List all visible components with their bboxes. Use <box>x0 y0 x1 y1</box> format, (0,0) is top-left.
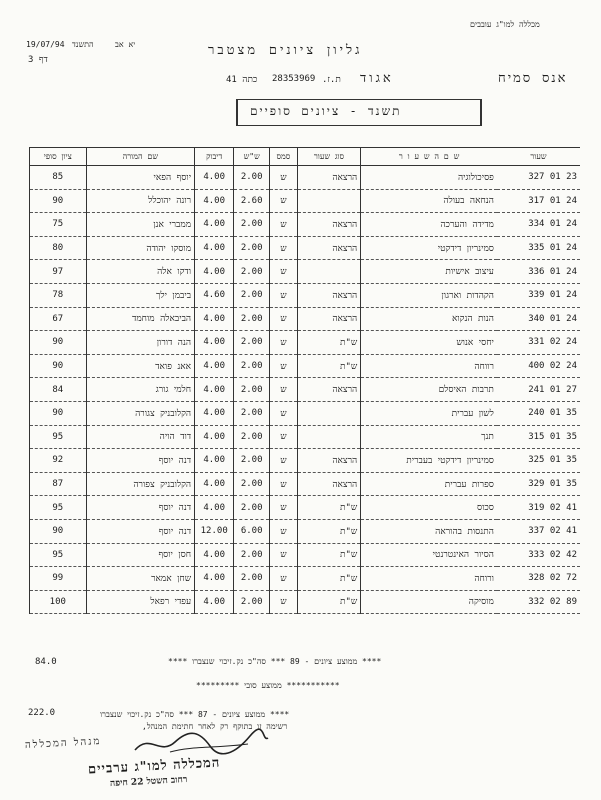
weekly-hours-cell: 2.00 <box>234 354 270 378</box>
col-header-type: סוג שעור <box>297 148 360 166</box>
lecturer-first-name: חסן <box>178 550 192 561</box>
table-row <box>30 519 581 543</box>
course-code-cell: 24 01 339 <box>497 283 580 307</box>
col-header-course: ש ם ה ש ע ו ר <box>361 148 497 166</box>
weekly-hours-cell: 2.00 <box>234 425 270 449</box>
course-name-cell: עיצוב אישיות <box>361 260 497 284</box>
credit-cell: 4.00 <box>195 260 234 284</box>
table-header-row <box>30 148 581 166</box>
course-name-cell: יחסי אנוש <box>361 331 497 355</box>
table-row <box>30 378 581 402</box>
credit-cell: 4.00 <box>195 166 234 190</box>
course-name-cell: תרבות האיסלם <box>361 378 497 402</box>
credit-cell: 4.00 <box>195 449 234 473</box>
final-grade-cell: 100 <box>30 590 87 614</box>
course-name-cell: הקהדות וארגון <box>361 283 497 307</box>
course-type-cell: ש"ת <box>297 543 360 567</box>
final-grade-cell: 90 <box>30 189 87 213</box>
weekly-hours-cell: 2.00 <box>234 496 270 520</box>
grades-table-body <box>30 166 581 614</box>
lecturer-cell <box>86 166 194 190</box>
stamp-college-name: המכללה למו"ג ערביים <box>87 755 221 778</box>
lecturer-first-name: הנה <box>177 337 192 348</box>
term-cell: ש <box>270 590 298 614</box>
course-type-cell: ש"ת <box>297 567 360 591</box>
final-grade-cell: 67 <box>30 307 87 331</box>
weekly-hours-cell: 2.00 <box>234 213 270 237</box>
lecturer-cell <box>86 378 194 402</box>
course-type-cell: ש"ת <box>297 519 360 543</box>
stamp-address: רחוב השטל 22 חיפה <box>109 774 188 790</box>
course-type-cell <box>297 425 360 449</box>
credit-cell: 4.60 <box>195 283 234 307</box>
lecturer-first-name: הקלובניק <box>160 479 192 490</box>
summary-line-3: **** ממוצע ציונים - 87 *** סה"כ נק.זיכוי שנצברו <box>100 710 290 719</box>
table-row <box>30 567 581 591</box>
lecturer-second-name: גורג <box>155 385 169 396</box>
course-code-cell: 42 02 333 <box>497 543 580 567</box>
final-grade-cell: 80 <box>30 236 87 260</box>
credit-cell: 4.00 <box>195 401 234 425</box>
course-type-cell <box>297 189 360 213</box>
course-type-cell: הרצאה <box>297 236 360 260</box>
lecturer-first-name: רונה <box>176 196 192 207</box>
class-label: כתה 41 <box>226 75 258 85</box>
lecturer-cell <box>86 236 194 260</box>
table-row <box>30 401 581 425</box>
course-code-cell: 41 02 337 <box>497 519 580 543</box>
print-date: 19/07/94 <box>26 40 65 49</box>
term-cell: ש <box>270 283 298 307</box>
term-cell: ש <box>270 401 298 425</box>
weekly-hours-cell: 2.00 <box>234 331 270 355</box>
course-name-cell: ורוחה <box>361 567 497 591</box>
lecturer-cell <box>86 260 194 284</box>
col-header-final-grade: ציון סופי <box>30 148 87 166</box>
lecturer-first-name: ודקו <box>177 267 192 278</box>
table-row <box>30 331 581 355</box>
lecturer-cell <box>86 283 194 307</box>
table-row <box>30 189 581 213</box>
credit-cell: 4.00 <box>195 378 234 402</box>
final-grade-cell: 97 <box>30 260 87 284</box>
lecturer-first-name: ביבמן <box>172 290 192 301</box>
col-header-term: סמס <box>270 148 298 166</box>
term-cell: ש <box>270 331 298 355</box>
lecturer-first-name: חלמי <box>173 385 192 396</box>
course-name-cell: רווחה <box>361 354 497 378</box>
credit-cell: 4.00 <box>195 472 234 496</box>
course-name-cell: סמינריון דידקטי <box>361 236 497 260</box>
signature-title: מנהל המכללה <box>24 736 102 751</box>
credit-cell: 4.00 <box>195 236 234 260</box>
term-cell: ש <box>270 519 298 543</box>
course-code-cell: 24 02 331 <box>497 331 580 355</box>
final-grade-cell: 99 <box>30 567 87 591</box>
credit-cell: 4.00 <box>195 567 234 591</box>
course-code-cell: 89 02 332 <box>497 590 580 614</box>
course-name-cell: סכוס <box>361 496 497 520</box>
college-name: מכללה למו"ג עובבים <box>470 20 540 29</box>
final-grade-cell: 90 <box>30 519 87 543</box>
lecturer-cell <box>86 567 194 591</box>
credit-cell: 4.00 <box>195 189 234 213</box>
course-type-cell: ש"ת <box>297 331 360 355</box>
course-type-cell: הרצאה <box>297 378 360 402</box>
table-row <box>30 543 581 567</box>
summary-value-3: 222.0 <box>28 708 56 718</box>
document-title: גליון ציונים מצטבר <box>208 43 363 58</box>
weekly-hours-cell: 2.00 <box>234 590 270 614</box>
lecturer-first-name: יוסף <box>176 172 192 183</box>
lecturer-cell <box>86 449 194 473</box>
course-type-cell <box>297 260 360 284</box>
credit-cell: 4.00 <box>195 331 234 355</box>
table-row <box>30 213 581 237</box>
course-name-cell: התנסות בהוראה <box>361 519 497 543</box>
lecturer-second-name: צגורה <box>135 408 155 419</box>
lecturer-first-name: הביבאלה <box>160 314 192 325</box>
course-code-cell: 24 01 334 <box>497 213 580 237</box>
weekly-hours-cell: 2.60 <box>234 189 270 213</box>
hebrew-year: התשנד <box>72 40 94 49</box>
table-row <box>30 283 581 307</box>
weekly-hours-cell: 2.00 <box>234 166 270 190</box>
lecturer-second-name: יהודה <box>146 243 166 254</box>
final-grade-cell: 78 <box>30 283 87 307</box>
final-grade-cell: 87 <box>30 472 87 496</box>
lecturer-first-name: עפדי <box>174 597 192 608</box>
lecturer-cell <box>86 331 194 355</box>
lecturer-second-name: אנן <box>153 219 164 230</box>
term-cell: ש <box>270 567 298 591</box>
course-type-cell: ש"ת <box>297 496 360 520</box>
student-id: 28353969 <box>272 74 316 84</box>
course-type-cell: הרצאה <box>297 166 360 190</box>
lecturer-second-name: יוסף <box>158 550 173 561</box>
col-header-rate: דיבוק <box>195 148 234 166</box>
course-name-cell: מדידה והערכה <box>361 213 497 237</box>
handwritten-signature <box>130 728 270 758</box>
weekly-hours-cell: 2.00 <box>234 543 270 567</box>
final-grade-cell: 75 <box>30 213 87 237</box>
final-grade-cell: 90 <box>30 401 87 425</box>
credit-cell: 4.00 <box>195 543 234 567</box>
lecturer-second-name: אלה <box>157 267 172 278</box>
term-cell: ש <box>270 449 298 473</box>
credit-cell: 4.00 <box>195 307 234 331</box>
course-code-cell: 41 02 319 <box>497 496 580 520</box>
course-code-cell: 24 01 340 <box>497 307 580 331</box>
lecturer-first-name: דנה <box>178 455 192 466</box>
validity-note: רשימה זו בתוקף רק לאחר חתימת המנהל, <box>142 722 288 731</box>
col-header-hours: ש"ש <box>234 148 270 166</box>
lecturer-first-name: אאנ <box>177 361 192 372</box>
final-grade-cell: 95 <box>30 496 87 520</box>
term-cell: ש <box>270 189 298 213</box>
course-type-cell: הרצאה <box>297 283 360 307</box>
course-code-cell: 35 01 315 <box>497 425 580 449</box>
weekly-hours-cell: 6.00 <box>234 519 270 543</box>
term-cell: ש <box>270 213 298 237</box>
weekly-hours-cell: 2.00 <box>234 260 270 284</box>
col-header-code: שעור <box>497 148 580 166</box>
lecturer-second-name: יוסף <box>158 455 174 466</box>
term-cell: ש <box>270 307 298 331</box>
credit-cell: 4.00 <box>195 590 234 614</box>
lecturer-cell <box>86 189 194 213</box>
weekly-hours-cell: 2.00 <box>234 307 270 331</box>
lecturer-second-name: הויה <box>159 432 175 443</box>
course-name-cell: מוסיקה <box>361 590 497 614</box>
table-row <box>30 472 581 496</box>
course-code-cell: 24 01 336 <box>497 260 580 284</box>
student-name: אנס סמיח <box>498 71 568 86</box>
course-type-cell: ש"ת <box>297 590 360 614</box>
lecturer-second-name: פואד <box>155 361 172 372</box>
table-row <box>30 307 581 331</box>
col-header-lecturer: שם המורה <box>86 148 194 166</box>
final-grade-cell: 90 <box>30 354 87 378</box>
weekly-hours-cell: 2.00 <box>234 472 270 496</box>
course-code-cell: 24 01 335 <box>497 236 580 260</box>
term-cell: ש <box>270 260 298 284</box>
term-cell: ש <box>270 425 298 449</box>
course-type-cell: הרצאה <box>297 472 360 496</box>
course-code-cell: 24 01 317 <box>497 189 580 213</box>
course-type-cell: הרצאה <box>297 307 360 331</box>
weekly-hours-cell: 2.00 <box>234 283 270 307</box>
lecturer-second-name: יוסף <box>158 503 174 514</box>
weekly-hours-cell: 2.00 <box>234 567 270 591</box>
lecturer-cell <box>86 354 194 378</box>
lecturer-second-name: הפאי <box>153 172 172 183</box>
lecturer-cell <box>86 472 194 496</box>
credit-cell: 12.00 <box>195 519 234 543</box>
term-cell: ש <box>270 166 298 190</box>
table-row <box>30 236 581 260</box>
table-row <box>30 354 581 378</box>
course-name-cell: הנחאה בעולה <box>361 189 497 213</box>
credit-cell: 4.00 <box>195 213 234 237</box>
lecturer-second-name: אמאר <box>151 573 172 584</box>
student-id-label: ת.ז. <box>322 75 341 85</box>
course-code-cell: 35 01 240 <box>497 401 580 425</box>
table-row <box>30 425 581 449</box>
table-row <box>30 590 581 614</box>
lecturer-cell <box>86 213 194 237</box>
lecturer-second-name: ילך <box>155 290 167 301</box>
summary-line-1: **** ממוצע ציונים - 89 *** סה"כ נק.זיכוי שנצברו **** <box>168 657 382 666</box>
course-code-cell: 35 01 329 <box>497 472 580 496</box>
course-code-cell: 24 02 400 <box>497 354 580 378</box>
year-banner: תשנד - ציונים סופיים <box>250 104 402 118</box>
lecturer-first-name: שחן <box>177 573 192 584</box>
course-type-cell <box>297 401 360 425</box>
course-name-cell: לשון עברית <box>361 401 497 425</box>
lecturer-first-name: דוד <box>180 432 192 443</box>
weekly-hours-cell: 2.00 <box>234 449 270 473</box>
final-grade-cell: 84 <box>30 378 87 402</box>
course-name-cell: הסיור האינטרנטי <box>361 543 497 567</box>
lecturer-cell <box>86 425 194 449</box>
course-name-cell: ספרות עברית <box>361 472 497 496</box>
table-row <box>30 260 581 284</box>
term-cell: ש <box>270 543 298 567</box>
lecturer-cell <box>86 401 194 425</box>
term-cell: ש <box>270 354 298 378</box>
lecturer-first-name: הקלובניק <box>160 408 192 419</box>
term-cell: ש <box>270 378 298 402</box>
term-cell: ש <box>270 236 298 260</box>
page-number: דף 3 <box>28 55 48 65</box>
final-grade-cell: 95 <box>30 543 87 567</box>
final-grade-cell: 95 <box>30 425 87 449</box>
course-type-cell: הרצאה <box>297 449 360 473</box>
course-type-cell: ש"ת <box>297 354 360 378</box>
lecturer-second-name: דורון <box>156 337 173 348</box>
course-name-cell: הנות הנקוא <box>361 307 497 331</box>
lecturer-second-name: יוסף <box>158 526 174 537</box>
lecturer-cell <box>86 307 194 331</box>
table-row <box>30 449 581 473</box>
final-grade-cell: 85 <box>30 166 87 190</box>
lecturer-first-name: דנה <box>178 526 192 537</box>
term-cell: ש <box>270 496 298 520</box>
weekly-hours-cell: 2.00 <box>234 378 270 402</box>
lecturer-second-name: צפורה <box>133 479 155 490</box>
credit-cell: 4.00 <box>195 354 234 378</box>
course-name-cell: תנך <box>361 425 497 449</box>
summary-value-1: 84.0 <box>35 657 57 667</box>
lecturer-second-name: מוחמד <box>132 314 155 325</box>
final-grade-cell: 90 <box>30 331 87 355</box>
course-code-cell: 35 01 325 <box>497 449 580 473</box>
course-code-cell: 23 01 327 <box>497 166 580 190</box>
student-department: אגוד <box>360 71 394 86</box>
weekly-hours-cell: 2.00 <box>234 236 270 260</box>
table-row <box>30 166 581 190</box>
lecturer-cell <box>86 519 194 543</box>
lecturer-cell <box>86 543 194 567</box>
lecturer-first-name: דנה <box>178 503 192 514</box>
grades-table <box>29 147 580 614</box>
lecturer-cell <box>86 590 194 614</box>
table-row <box>30 496 581 520</box>
lecturer-second-name: יהוכלל <box>148 196 171 207</box>
lecturer-first-name: ממברי <box>169 219 192 230</box>
credit-cell: 4.00 <box>195 496 234 520</box>
credit-cell: 4.00 <box>195 425 234 449</box>
hebrew-date: יא אב <box>115 40 136 49</box>
course-code-cell: 27 01 241 <box>497 378 580 402</box>
course-name-cell: סמינריון דידקטי בעברית <box>361 449 497 473</box>
weekly-hours-cell: 2.00 <box>234 401 270 425</box>
final-grade-cell: 92 <box>30 449 87 473</box>
lecturer-second-name: רפאל <box>150 597 170 608</box>
course-type-cell: הרצאה <box>297 213 360 237</box>
lecturer-first-name: מוסקו <box>171 243 192 254</box>
lecturer-cell <box>86 496 194 520</box>
course-code-cell: 72 02 328 <box>497 567 580 591</box>
term-cell: ש <box>270 472 298 496</box>
course-name-cell: פסיכולוגיה <box>361 166 497 190</box>
summary-line-2: *********** ממוצע סובי ********* <box>196 681 340 690</box>
